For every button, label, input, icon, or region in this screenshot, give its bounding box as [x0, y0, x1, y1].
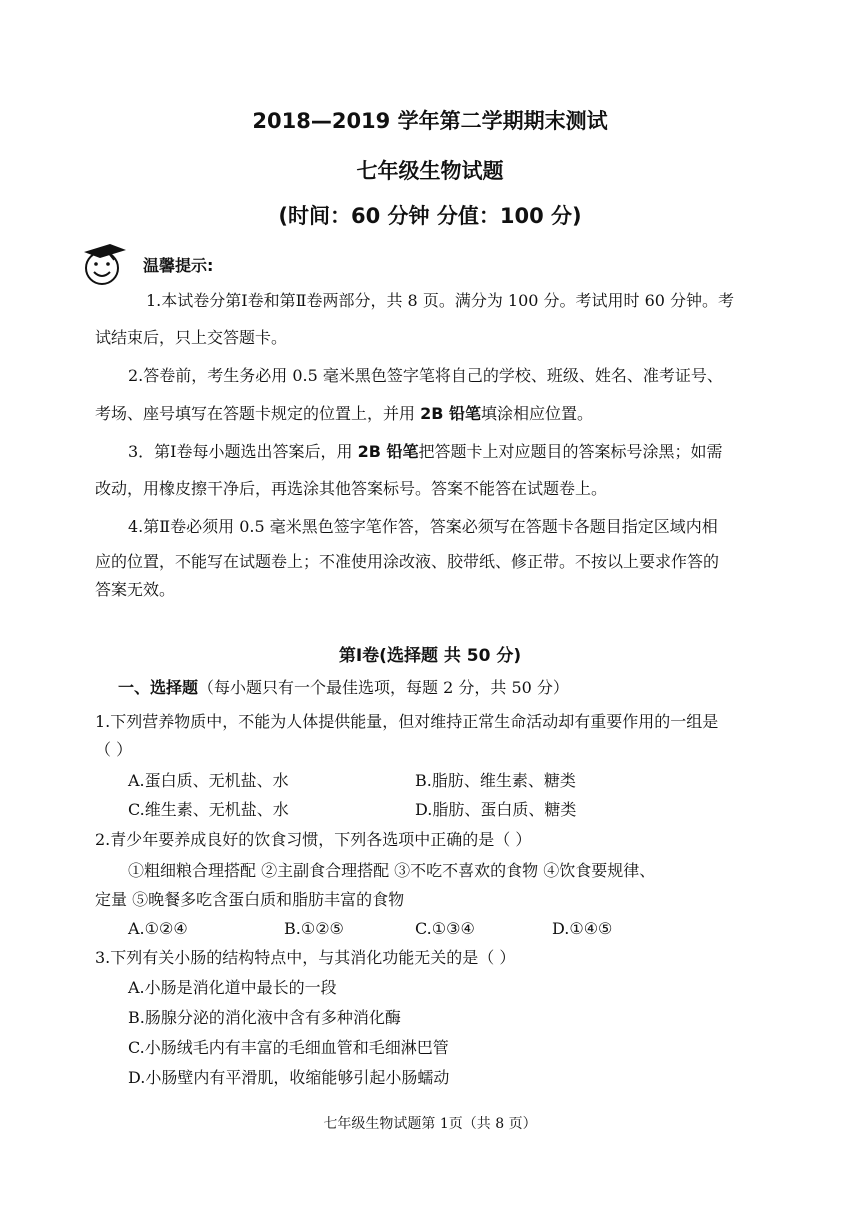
question-1-option-d: D.脂肪、蛋白质、糖类: [415, 800, 577, 819]
exam-title: 2018—2019 学年第二学期期末测试: [252, 109, 608, 133]
tip-1-line1: 1.本试卷分第Ⅰ卷和第Ⅱ卷两部分，共 8 页。满分为 100 分。考试用时 60 分钟。考: [146, 291, 735, 310]
tip-2-line1: 2.答卷前，考生务必用 0.5 毫米黑色签字笔将自己的学校、班级、姓名、准考证号、: [128, 366, 723, 385]
question-1-option-b: B.脂肪、维生素、糖类: [415, 771, 576, 790]
tip-3-line2: 改动，用橡皮擦干净后，再选涂其他答案标号。答案不能答在试题卷上。: [95, 479, 608, 498]
tip-4-line2: 应的位置，不能写在试题卷上；不准使用涂改液、胶带纸、修正带。不按以上要求作答的: [95, 552, 720, 571]
question-3-option-c: C.小肠绒毛内有丰富的毛细血管和毛细淋巴管: [128, 1038, 449, 1057]
tip-2-line2: 考场、座号填写在答题卡规定的位置上，并用 2B 铅笔填涂相应位置。: [95, 404, 594, 423]
question-2-items-line2: 定量 ⑤晚餐多吃含蛋白质和脂肪丰富的食物: [95, 890, 405, 909]
question-1-option-c: C.维生素、无机盐、水: [128, 800, 289, 819]
tip-4-line1: 4.第Ⅱ卷必须用 0.5 毫米黑色签字笔作答，答案必须写在答题卡各题目指定区域内相: [128, 517, 718, 536]
exam-subject: 七年级生物试题: [356, 159, 504, 183]
smiley-graduate-icon: [80, 240, 130, 288]
question-3-option-d: D.小肠壁内有平滑肌，收缩能够引起小肠蠕动: [128, 1068, 450, 1087]
question-2-stem: 2.青少年要养成良好的饮食习惯，下列各选项中正确的是（ ）: [95, 830, 532, 849]
question-3-option-b: B.肠腺分泌的消化液中含有多种消化酶: [128, 1008, 401, 1027]
question-2-items-line1: ①粗细粮合理搭配 ②主副食合理搭配 ③不吃不喜欢的食物 ④饮食要规律、: [128, 861, 656, 880]
question-2-option-b: B.①②⑤: [284, 919, 344, 938]
tip-1-line2: 试结束后，只上交答题卡。: [95, 328, 288, 347]
question-1-stem: 1.下列营养物质中，不能为人体提供能量，但对维持正常生命活动却有重要作用的一组是: [95, 712, 719, 731]
question-3-stem: 3.下列有关小肠的结构特点中，与其消化功能无关的是（ ）: [95, 948, 516, 967]
tip-3-line1: 3．第Ⅰ卷每小题选出答案后，用 2B 铅笔把答题卡上对应题目的答案标号涂黑；如需: [128, 442, 723, 461]
page-footer: 七年级生物试题第 1页（共 8 页）: [323, 1116, 537, 1132]
question-1-blank: （ ）: [95, 740, 133, 759]
question-3-option-a: A.小肠是消化道中最长的一段: [128, 978, 337, 997]
question-2-option-c: C.①③④: [415, 919, 475, 938]
section-1-heading: 一、选择题（每小题只有一个最佳选项，每题 2 分，共 50 分）: [118, 678, 569, 697]
section-1-title: 第Ⅰ卷(选择题 共 50 分): [338, 646, 522, 666]
tips-label: 温馨提示:: [143, 256, 214, 275]
question-2-option-d: D.①④⑤: [552, 919, 613, 938]
exam-time-score: (时间：60 分钟 分值：100 分): [278, 204, 582, 228]
question-2-option-a: A.①②④: [128, 919, 188, 938]
question-1-option-a: A.蛋白质、无机盐、水: [128, 771, 289, 790]
tip-4-line3: 答案无效。: [95, 580, 176, 599]
